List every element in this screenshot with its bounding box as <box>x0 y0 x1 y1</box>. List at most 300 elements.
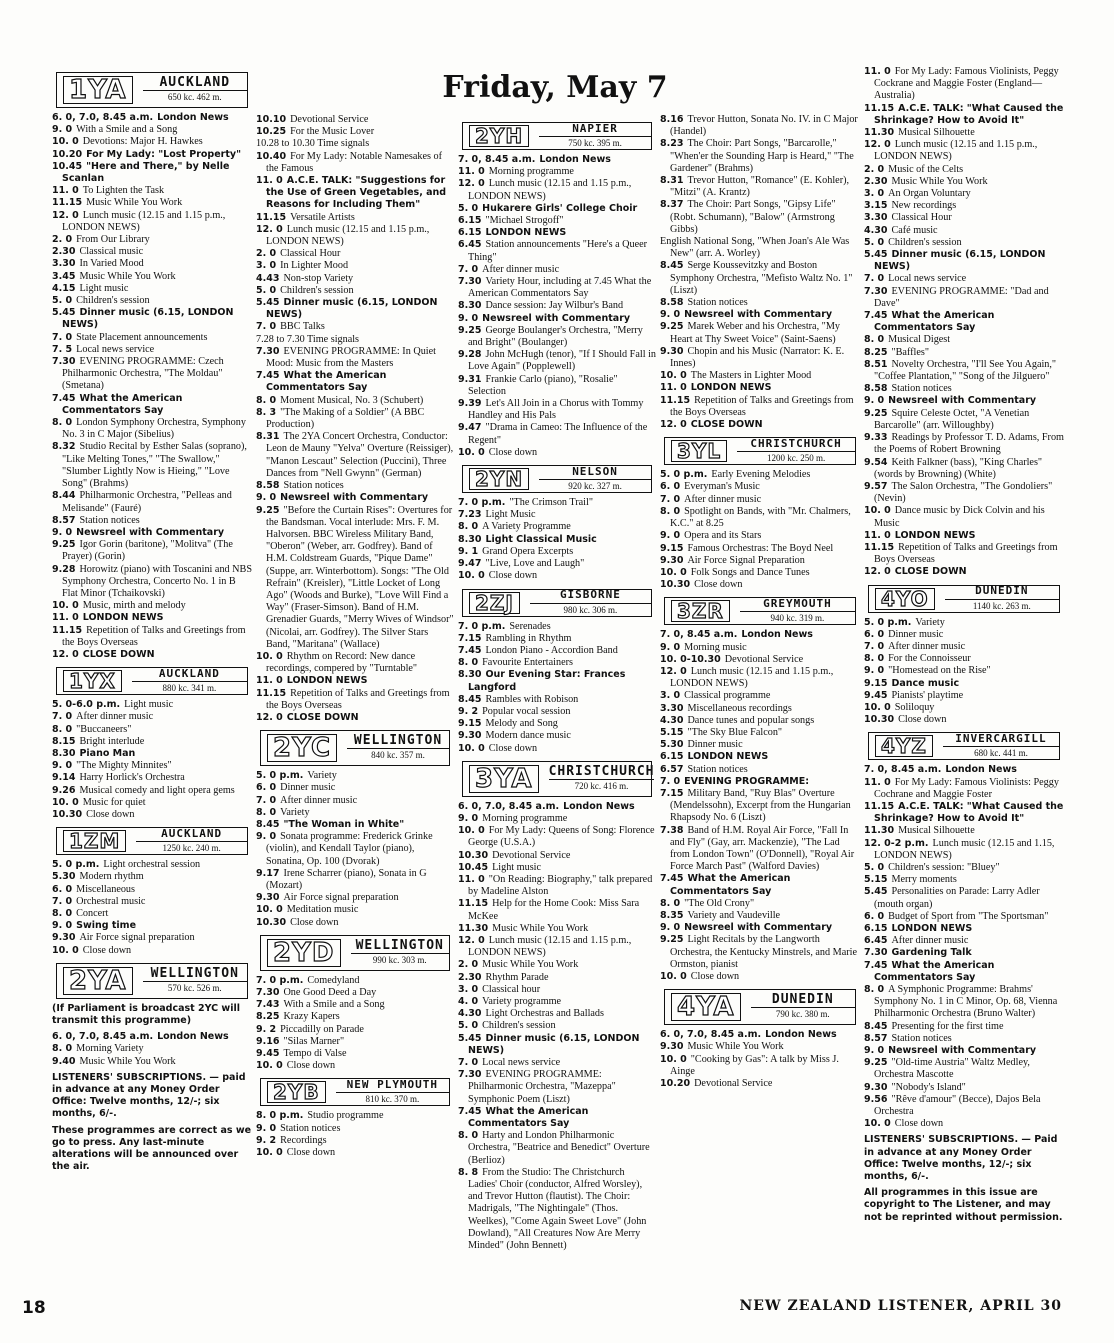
programme-time: 10. 0 <box>660 971 687 982</box>
programme-text: Krazy Kapers <box>283 1011 340 1023</box>
programme-entry <box>256 712 454 724</box>
station-info <box>343 731 449 765</box>
programme-text: "Old-time Austria" Waltz Medley, Orchestra Mascotte <box>874 1057 1030 1081</box>
programme-time: 10. 0 <box>52 136 79 148</box>
programme-time: 6. 0 <box>256 782 277 794</box>
programme-entry <box>52 124 252 136</box>
programme-text: Repetition of Talks and Greetings from the Boys Overseas <box>266 687 450 711</box>
programme-time: 10. 0 <box>256 1060 283 1072</box>
station-info <box>132 828 247 854</box>
station-header <box>868 585 1060 613</box>
programme-time: 6.45 <box>864 935 888 947</box>
programme-time: 10. 0 <box>256 650 283 662</box>
station-name: NAPIER <box>572 121 618 135</box>
programme-entry <box>864 432 1064 456</box>
programme-time: 8. 0 <box>52 417 73 429</box>
programme-text: Personalities on Parade: Larry Adler (mouth organ) <box>874 886 1040 910</box>
programme-entry <box>458 534 656 546</box>
programme-time: 10.40 <box>256 150 287 162</box>
programme-text: Music While You Work <box>687 1041 784 1053</box>
programme-entry <box>660 690 860 702</box>
programme-time: 8.25 <box>256 1011 280 1023</box>
programme-text: Rhythm Parade <box>485 971 549 983</box>
programme-time: 7.45 <box>52 392 76 404</box>
programme-time: 6.15 <box>458 215 482 227</box>
programme-time: 7. 0 <box>52 895 73 907</box>
station-header <box>664 437 856 465</box>
programme-entry <box>256 297 454 321</box>
programme-time: 2. 0 <box>864 163 885 175</box>
programme-text: "The Making of a Soldier" (A BBC Production) <box>266 406 425 431</box>
programme-entry <box>660 727 860 739</box>
programme-entry <box>52 295 252 307</box>
programme-time: 9. 0 <box>458 812 479 824</box>
programme-entry <box>458 813 656 825</box>
programme-entry <box>660 138 860 175</box>
programme-text: Close down <box>488 570 538 582</box>
programme-text: "Baffles" <box>891 346 930 358</box>
programme-entry <box>458 422 656 446</box>
programme-time: 8. 0 <box>52 723 73 735</box>
programme-text: "Before the Curtain Rises": Overtures for the Bandsman. Vocal interlude: Mrs. F. M. Halvorsen. BBC Wireless Military Band, "Oberon" (Weber, arr. Godfrey). Band of H.M. Coldstream Guards, "Pique Dame" (Suppe, arr. Winterbottom). Songs: "The Old Refrain" (Kreisler), "Little Locket of Long Ago" (Woods and Burke), "Love Will Find a Way" (Fraser-Simson). Band of H.M. Grenadier Guards, "Merry Wives of Windsor" (Nicolai, arr. Godfrey). The Silver Stars Band, "Maritana" (Wallace) <box>266 504 454 650</box>
programme-time: 9. 2 <box>458 705 479 717</box>
programme-entry <box>458 546 656 558</box>
programme-entry <box>52 760 252 772</box>
programme-entry <box>52 234 252 246</box>
programme-text: Serenades <box>509 620 551 632</box>
programme-entry <box>864 1057 1064 1081</box>
programme-entry <box>256 1048 454 1060</box>
programme-text: Piano Man <box>79 747 136 759</box>
programme-entry <box>864 139 1064 163</box>
station-name: GREYMOUTH <box>763 597 832 611</box>
programme-note: 7.28 to 7.30 Time signals <box>256 333 360 345</box>
programme-text: London News <box>539 154 611 165</box>
programme-time: 6. 0, 7.0, 8.45 a.m. <box>52 1031 154 1043</box>
programme-text: "The Mighty Minnites" <box>76 760 172 772</box>
programme-time: 8.35 <box>660 909 684 921</box>
programme-entry <box>864 457 1064 481</box>
programme-text: Dinner music (6.15, LONDON NEWS) <box>874 249 1046 273</box>
programme-time: 10.30 <box>256 916 287 928</box>
programme-text: Morning programme <box>488 166 574 178</box>
programme-entry <box>256 1135 454 1147</box>
programme-text: LONDON NEWS <box>894 529 976 541</box>
programme-entry <box>256 260 454 272</box>
programme-text: Devotions: Major H. Hawkes <box>82 136 203 148</box>
programme-entry <box>864 690 1064 702</box>
programme-entry <box>660 1054 860 1078</box>
programme-text: The 2YA Concert Orchestra, Conductor: Leon de Mauny "Yelva" Overture (Reissiger), "Manon Lescaut" Selection (Puccini), Three Dances from "Nell Gwynn" (German) <box>266 431 454 479</box>
programme-text: Children's session <box>482 1020 556 1032</box>
programme-entry <box>458 521 656 533</box>
programme-time: 3.45 <box>52 270 76 282</box>
programme-entry <box>660 469 860 481</box>
programme-entry <box>52 932 252 944</box>
programme-text: George Boulanger's Orchestra, "Merry and Bright" (Boulanger) <box>468 324 643 349</box>
programme-entry <box>256 987 454 999</box>
programme-text: Repetition of Talks and Greetings from the Boys Overseas <box>670 394 854 418</box>
programme-text: Recordings <box>280 1134 327 1146</box>
programme-time: 8.45 <box>458 693 482 705</box>
programme-entry <box>256 892 454 904</box>
station-header <box>462 761 655 797</box>
programme-entry <box>864 764 1064 776</box>
programme-text: For My Lady: Notable Namesakes of the Famous <box>266 150 442 174</box>
programme-entry <box>660 788 860 825</box>
programme-entry <box>458 694 656 706</box>
programme-text: Hukarere Girls' College Choir <box>482 202 638 214</box>
programme-text: Light music <box>124 699 174 711</box>
programme-time: 7.15 <box>458 632 482 644</box>
programme-text: A.C.E. TALK: "What Caused the Shrinkage? How to Avoid It" <box>874 800 1064 825</box>
programme-entry <box>256 904 454 916</box>
programme-text: What the American Commentators Say <box>874 959 995 983</box>
programme-text: Station notices <box>79 514 140 526</box>
programme-time: 4. 0 <box>458 995 479 1007</box>
publication-name: NEW ZEALAND LISTENER, APRIL 30 <box>739 1298 1062 1314</box>
programme-entry <box>864 825 1064 837</box>
programme-entry <box>864 862 1064 874</box>
programme-text: Dinner music (6.15, LONDON NEWS) <box>468 1032 640 1056</box>
programme-time: 8.58 <box>660 297 684 309</box>
programme-text: Devotional Service <box>694 1078 773 1090</box>
programme-text: "On Reading: Biography," talk prepared by Madeline Alston <box>468 873 653 898</box>
programme-time: 11. 0 <box>864 529 891 541</box>
programme-time: 7. 0, 8.45 a.m. <box>660 629 738 641</box>
programme-entry <box>864 1033 1064 1045</box>
programme-text: Comedyland <box>307 974 360 986</box>
programme-time: 7.15 <box>660 787 684 799</box>
programme-text: Help for the Home Cook: Miss Sara McKee <box>468 898 640 922</box>
programme-entry <box>256 1060 454 1072</box>
programme-time: 6. 0, 7.0, 8.45 a.m. <box>458 800 560 812</box>
programme-time: 7. 0 <box>52 711 73 723</box>
programme-time: 4.15 <box>52 282 76 294</box>
programme-text: Dance tunes and popular songs <box>687 714 815 726</box>
station-call-text: 2YC <box>267 734 337 762</box>
programme-time: 10. 0 <box>52 796 79 808</box>
programme-text: Classical hour <box>482 983 541 995</box>
column-5 <box>864 66 1064 1343</box>
programme-entry <box>864 1045 1064 1057</box>
programme-time: 5. 0 <box>52 295 73 307</box>
programme-text: Music of the Celts <box>888 163 964 175</box>
programme-time: 9. 0 <box>660 309 681 321</box>
programme-time: 8.58 <box>864 383 888 395</box>
programme-time: 5.30 <box>52 871 76 883</box>
station-info <box>545 762 655 796</box>
station-header <box>56 667 248 695</box>
programme-entry <box>458 154 656 166</box>
programme-entry <box>52 356 252 393</box>
programme-entry <box>660 654 860 666</box>
station-call-sign <box>463 590 526 616</box>
programme-text: London Symphony Orchestra, Symphony No. 3 in C Major (Sibelius) <box>62 417 246 441</box>
programme-time: 7. 0 <box>256 794 277 806</box>
programme-text: What the American Commentators Say <box>874 310 995 334</box>
programme-time: 7.30 <box>256 345 280 357</box>
programme-time: 11. 0 <box>256 175 283 187</box>
programme-time: 9.30 <box>660 345 684 357</box>
programme-text: For the Connoisseur <box>888 653 971 665</box>
programme-text: Repetition of Talks and Greetings from the Boys Overseas <box>62 624 246 648</box>
programme-entry <box>660 530 860 542</box>
programme-time: 10. 0 <box>864 1118 891 1130</box>
programme-text: For My Lady: Famous Violinists, Peggy Cockrane and Maggie Foster (England—Australia) <box>874 66 1059 102</box>
programme-entry <box>458 1069 656 1106</box>
programme-entry <box>660 555 860 567</box>
programme-entry <box>52 271 252 283</box>
programme-time: 9. 0 <box>256 492 277 504</box>
programme-time: 9.30 <box>864 1081 888 1093</box>
programme-time: 6. 0, 7.0, 8.45 a.m. <box>660 1029 762 1041</box>
programme-text: What the American Commentators Say <box>266 370 387 394</box>
programme-text: Newsreel with Commentary <box>888 1045 1037 1057</box>
programme-entry <box>256 782 454 794</box>
programme-text: CLOSE DOWN <box>82 648 155 660</box>
programme-text: London News <box>741 629 813 641</box>
programme-time: 7. 0, 8.45 a.m. <box>864 764 942 776</box>
station-info <box>941 586 1059 612</box>
programme-time: 10. 0 <box>660 566 687 578</box>
programme-text: Air Force signal preparation <box>283 892 399 904</box>
programme-entry <box>458 923 656 935</box>
programme-entry <box>864 911 1064 923</box>
programme-entry <box>660 175 860 199</box>
programme-time: 6. 0 <box>864 910 885 922</box>
programme-text: Light music <box>79 282 129 294</box>
programme-time: 6. 0 <box>52 883 73 895</box>
programme-time: 9.25 <box>660 934 684 946</box>
programme-text: After dinner music <box>76 711 154 723</box>
programme-entry <box>660 971 860 983</box>
programme-entry <box>864 935 1064 947</box>
station-name: AUCKLAND <box>161 826 223 840</box>
station-name: WELLINGTON <box>353 732 443 748</box>
programme-text: Station notices <box>687 297 748 309</box>
programme-text: Station notices <box>891 1032 952 1044</box>
programme-text: After dinner music <box>280 794 358 806</box>
programme-text: Close down <box>690 971 740 982</box>
programme-text: Variety <box>307 770 337 782</box>
programme-time: 8.23 <box>660 138 684 150</box>
programme-text: Close down <box>488 446 538 458</box>
programme-time: 10. 0 <box>864 505 891 517</box>
programme-time: 8.44 <box>52 490 76 502</box>
programme-time: 5.15 <box>660 726 684 738</box>
programme-time: 8.15 <box>52 735 76 747</box>
programme-entry <box>864 542 1064 566</box>
programme-entry <box>458 669 656 693</box>
programme-entry <box>864 164 1064 176</box>
programme-entry <box>256 868 454 892</box>
programme-time: 2.30 <box>864 175 888 187</box>
station-frequency: 680 kc. 441 m. <box>943 746 1059 759</box>
programme-entry <box>864 617 1064 629</box>
programme-time: 3. 0 <box>864 188 885 200</box>
programme-text: Dinner music <box>280 782 336 794</box>
programme-entry <box>256 831 454 868</box>
programme-text: With a Smile and a Song <box>283 999 385 1011</box>
programme-text: Military Band, "Ruy Blas" Overture (Mendelssohn), Excerpt from the Hungarian Rhapsody No. 6 (Liszt) <box>670 787 851 824</box>
programme-time: 11.30 <box>458 922 489 934</box>
programme-text: A Symphonic Programme: Brahms' Symphony No. 1 in C Minor, Op. 68, Vienna Philharmonic Orchestra (Bruno Walter) <box>874 984 1058 1020</box>
station-call-sign <box>57 828 132 854</box>
programme-time: 7. 0 <box>864 640 885 652</box>
programme-text: Local news service <box>76 343 155 355</box>
programme-text: Famous Orchestras: The Boyd Neel <box>687 542 834 554</box>
programme-text: "Cooking by Gas": A talk by Miss J. Ainge <box>670 1053 839 1077</box>
programme-entry <box>52 136 252 148</box>
programme-text: Close down <box>286 1147 336 1159</box>
programme-time: 9. 0 <box>52 124 73 136</box>
programme-time: 7.45 <box>458 644 482 656</box>
programme-time: 7.45 <box>864 959 888 971</box>
programme-text: Swing time <box>76 920 137 932</box>
programme-entry <box>458 1130 656 1167</box>
programme-text: Irene Scharrer (piano), Sonata in G (Mozart) <box>266 867 427 891</box>
programme-entry <box>52 797 252 809</box>
programme-time: 9. 0 <box>864 1045 885 1057</box>
programme-time: 9.47 <box>458 422 482 434</box>
station-header <box>56 72 248 108</box>
programme-entry <box>52 1043 252 1055</box>
programme-entry <box>458 264 656 276</box>
programme-entry <box>660 666 860 690</box>
programme-time: 8. 0 <box>864 984 885 996</box>
programme-time: 9. 0 <box>864 665 885 677</box>
programme-entry <box>660 297 860 309</box>
station-call-text: 4YO <box>875 588 935 610</box>
programme-entry <box>52 246 252 258</box>
programme-time: 9. 0 <box>256 1122 277 1134</box>
programme-entry <box>864 176 1064 188</box>
programme-text: Tempo di Valse <box>283 1048 347 1060</box>
programme-time: 9. 2 <box>256 1134 277 1146</box>
programme-entry <box>660 751 860 763</box>
programme-time: 9.25 <box>660 321 684 333</box>
programme-text: Music While You Work <box>482 959 579 971</box>
programme-text: Air Force Signal Preparation <box>687 554 805 566</box>
programme-entry <box>52 283 252 295</box>
programme-entry <box>660 703 860 715</box>
programme-text: Harty and London Philharmonic Orchestra, "Beatrice and Benedict" Overture (Berlioz) <box>468 1130 650 1166</box>
programme-time: 9.33 <box>864 432 888 444</box>
programme-entry <box>660 934 860 971</box>
programme-time: 2. 0 <box>458 959 479 971</box>
programme-text: "The Old Crony" <box>684 897 755 909</box>
programme-time: 10. 0 <box>458 570 485 582</box>
programme-entry <box>864 886 1064 910</box>
programme-text: Children's session <box>280 284 354 296</box>
station-call-sign <box>463 762 545 796</box>
notice-text: LISTENERS' SUBSCRIPTIONS. — Paid in advance at any Money Order Office: Twelve months, 12/-; six months, 6/-. <box>864 1134 1058 1183</box>
station-call-sign <box>57 668 128 694</box>
programme-time: 7.23 <box>458 509 482 521</box>
programme-time: 5. 0 <box>864 861 885 873</box>
programme-time: 9. 0 <box>256 831 277 843</box>
station-info <box>332 1079 449 1105</box>
programme-text: Station notices <box>280 1122 341 1134</box>
programme-time: 5. 0 p.m. <box>864 616 912 628</box>
programme-entry <box>458 300 656 312</box>
programme-entry <box>52 515 252 527</box>
programme-entry <box>458 276 656 300</box>
programme-entry <box>52 772 252 784</box>
station-header <box>260 1078 450 1106</box>
programme-text: Musical comedy and light opera gems <box>79 784 235 796</box>
column-4 <box>660 114 860 1343</box>
programme-text: Our Evening Star: Frances Langford <box>468 669 626 693</box>
programme-entry <box>458 313 656 325</box>
programme-entry <box>864 653 1064 665</box>
programme-time: 8.30 <box>458 300 482 312</box>
programme-entry <box>256 999 454 1011</box>
programme-time: 5.45 <box>458 1032 482 1044</box>
programme-entry <box>256 1123 454 1135</box>
station-header <box>462 122 652 150</box>
programme-entry <box>52 649 252 661</box>
programme-entry <box>660 309 860 321</box>
programme-entry <box>256 431 454 480</box>
programme-time: 4.30 <box>458 1008 482 1020</box>
programme-text: Variety and Vaudeville <box>687 909 781 921</box>
station-call-text: 2YA <box>63 967 133 995</box>
programme-entry <box>458 898 656 922</box>
programme-time: 8.25 <box>864 346 888 358</box>
programme-text: Band of H.M. Royal Air Force, "Fall In and Fly" (Gay, arr. Mackenzie), "The Lad from London Town" (O'Donnell), "Royal Air Force March Past" (Walford Davies) <box>670 824 855 873</box>
station-call-text: 2ZJ <box>469 592 520 614</box>
programme-entry <box>458 1020 656 1032</box>
station-call-text: 1YA <box>63 76 133 104</box>
programme-time: 7.45 <box>256 370 280 382</box>
programme-text: Close down <box>86 808 135 820</box>
programme-time: 7. 0 p.m. <box>256 974 304 986</box>
programme-text: Spotlight on Bands, with "Mr. Chalmers, K.C." at 8.25 <box>670 505 851 530</box>
programme-time: 10.30 <box>660 579 691 591</box>
programme-time: 5.45 <box>256 297 280 309</box>
programme-text: Newsreel with Commentary <box>684 309 833 321</box>
programme-entry <box>458 1033 656 1057</box>
station-frequency: 750 kc. 395 m. <box>539 136 651 149</box>
programme-entry <box>458 509 656 521</box>
programme-entry <box>660 567 860 579</box>
station-frequency: 1200 kc. 250 m. <box>737 451 855 464</box>
programme-time: 11.15 <box>52 197 83 209</box>
programme-time: 9.16 <box>256 1035 280 1047</box>
programme-text: One Good Deed a Day <box>283 987 377 998</box>
programme-entry <box>256 480 454 492</box>
programme-entry <box>660 629 860 641</box>
station-call-text: 2YN <box>469 468 529 490</box>
programme-time: 8. 0 <box>52 907 73 919</box>
programme-time: 9.30 <box>660 554 684 566</box>
programme-entry <box>52 859 252 871</box>
station-call-text: 2YB <box>267 1081 326 1103</box>
programme-time: 11. 0 <box>660 382 687 394</box>
programme-entry <box>458 657 656 669</box>
station-info <box>939 733 1059 759</box>
programme-text: Budget of Sport from "The Sportsman" <box>888 910 1049 922</box>
programme-entry <box>864 1094 1064 1118</box>
programme-time: 6.15 <box>660 751 684 763</box>
programme-entry <box>864 530 1064 542</box>
programme-time: 10.20 <box>660 1078 691 1090</box>
station-name: GISBORNE <box>559 588 621 602</box>
programme-time: 8.31 <box>256 431 280 443</box>
programme-text: Air Force signal preparation <box>79 932 195 944</box>
